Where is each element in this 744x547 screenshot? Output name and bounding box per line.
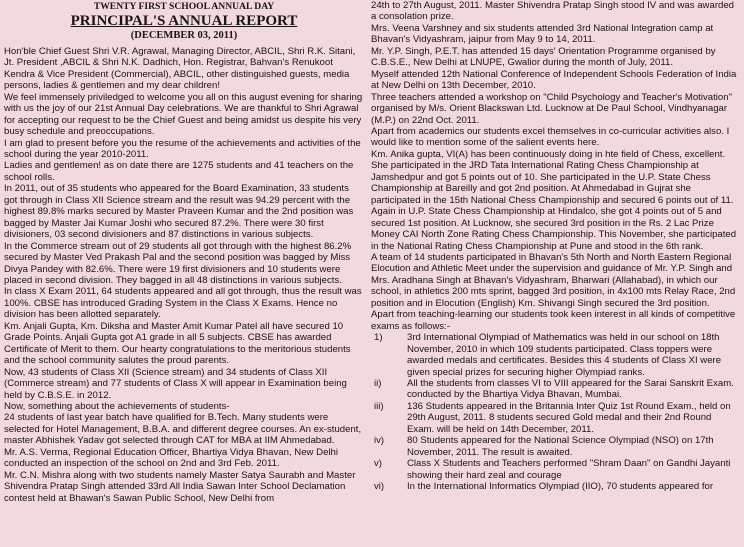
paragraph: Mrs. Veena Varshney and six students attended 3rd National Integration camp at Bhavan's Vidyashram, jaipur from May 9 to 14, 2011.: [371, 22, 714, 46]
right-body-text: [371, 0, 740, 332]
paragraph: In class X Exam 2011, 64 students appeared and all got through, thus the result was 100%. CBSE has introduced Grading System in the Class X Exams. Hence no division has been allotted separately.: [4, 286, 362, 321]
item-text: Class X Students and Teachers performed "Shram Daan" on Gandhi Jayanti showing their hard zeal and courage: [407, 458, 731, 481]
item-number: ii): [374, 377, 382, 389]
paragraph: We feel immensely priviledged to welcome you all on this august evening for sharing with us the joy of our 21st Annual Day celebrations. We are thankful to Shri Agrawal for accepting our request to be the Chief Guest and being amidst us despite his very busy schedule and preoccupations.: [4, 91, 363, 138]
left-column: [4, 0, 364, 547]
school-annual-day-line: TWENTY FIRST SCHOOL ANNUAL DAY: [93, 1, 275, 12]
item-text: 3rd International Olympiad of Mathematics was held in our school on 18th November, 2010 in which 109 students participated. Class toppers were awarded medals and certificates. Besides this 4 students of Class XI were given special prizes for securing higher Olympiad ranks.: [407, 332, 722, 378]
competition-item: [371, 378, 740, 401]
paragraph: Apart from teaching-learning our students took keen interest in all kinds of competitive exams as follows:-: [371, 309, 736, 332]
paragraph: Ladies and gentlemen! as on date there are 1275 students and 41 teachers on the school rolls.: [4, 160, 354, 183]
paragraph: Km. Anjali Gupta, Km. Diksha and Master Amit Kumar Patel all have secured 10 Grade Points. Anjali Gupta got A1 grade in all 5 subjects. CBSE has awarded Certificate of Merit to them. Our hearty congratulations to the meritorious students and the school community salutes the proud parents.: [4, 320, 351, 367]
paragraph: Three teachers attended a workshop on "Child Psychology and Teacher's Motivation" organised by M/s. Orient Blackswan Ltd. Lucknow at De Paul School, Vindhyanagar (M.P.) on 22nd Oct. 2011.: [371, 91, 732, 126]
competition-item: [371, 435, 740, 458]
paragraph: Mr. C.N. Mishra along with two students namely Master Satya Saurabh and Master Shivendra Pratap Singh attended 33rd All India Sawan Inter School Declamation contest held at Bhawan's Sawan Public School, New Delhi from: [4, 469, 356, 504]
competitive-exams-list: [371, 332, 740, 492]
item-text: All the students from classes VI to VIII appeared for the Sarai Sanskrit Exam. conducted by the Bhartiya Vidya Bhavan, Mumbai.: [407, 377, 734, 401]
paragraph: 24th to 27th August, 2011. Master Shivendra Pratap Singh stood IV and was awarded a consolation prize.: [371, 0, 735, 23]
item-text: In the International Informatics Olympiad (IIO), 70 students appeared for: [407, 481, 714, 493]
competition-item: [371, 481, 740, 492]
paragraph: Mr. Y.P. Singh, P.E.T. has attended 15 days' Orientation Programme organised by C.B.S.E., New Delhi at LNUPE, Gwalior during the month of July, 2011.: [371, 45, 716, 69]
competition-item: [371, 458, 740, 481]
paragraph: Mr. A.S. Verma, Regional Education Officer, Bhartiya Vidya Bhavan, New Delhi conducted an inspection of the school on 2nd and 3rd Feb. 2011.: [4, 446, 338, 470]
item-text: 80 Students appeared for the National Science Olympiad (NSO) on 17th November, 2011. The result is awaited.: [407, 435, 714, 458]
paragraph: 24 students of last year batch have qualified for B.Tech. Many students were selected for Hotel Management, B.B.A. and different degree courses. An ex-student, master Abhishek Yadav got selected through CAT for MBA at IIM Ahmedabad.: [4, 412, 362, 447]
report-title: PRINCIPAL'S ANNUAL REPORT: [70, 13, 298, 30]
item-text: 136 Students appeared in the Britannia Inter Quiz 1st Round Exam., held on 29th August, 2011. 8 students secured Gold medal and their 2nd Round Exam. will be held on 14th December, 2011.: [407, 400, 731, 435]
paragraph: I am glad to present before you the resume of the achievements and activities of the school during the year 2010-2011.: [4, 137, 361, 160]
paragraph: Now, something about the achievements of students-: [4, 400, 230, 412]
item-number: 1): [374, 332, 383, 344]
paragraph: A team of 14 students participated in Bhavan's 5th North and North Eastern Regional Elocution and Athletic Meet under the supervision and guidance of Mr. Y.P. Singh and Mrs. Aradhana Singh at Bhavan's Vidyashram, Bharwari (Allahabad), in which our school, in athletics 200 mts sprint, bagged 3rd position, in 4x100 mts Relay Race, 2nd position and in Elocution (English) Km. Shivangi Singh secured the 3rd position.: [371, 251, 736, 309]
paragraph: Hon'ble Chief Guest Shri V.R. Agrawal, Managing Director, ABCIL, Shri R.K. Sitani, Jt. President ,ABCIL & Shri N.K. Dadhich, Hon. Registrar, Bahvan's Renukoot Kendra & Vice President (Commercial), ABCIL, other distinguished guests, media persons, ladies & gentlemen and my dear children!: [4, 45, 356, 92]
right-column: [371, 0, 740, 547]
paragraph: Km. Anika gupta, VI(A) has been continuously doing in hte field of Chess, excellent. She participated in the JRD Tata International Rating Chess Championship at Jamshedpur and got 5 points out of 10. She participated in the U.P. State Chess Championship at Bareilly and got 2nd position. At Ahmedabad in Gujrat she participated in the 15th National Chess Championship and secured 6 points out of 11. Again in U.P. State Chess Championship at Hindalco, she got 4 points out of 5 and secured 1st position. At Lucknow, she secured 3rd position in the Rs. 2 Lac Prize Money CAI North Zone Rating Chess Championship. This November, she participated in the National Rating Chess Championship at Pune and stood in the 6th rank.: [371, 148, 737, 252]
item-number: iv): [374, 435, 385, 447]
competition-item: [371, 401, 740, 435]
paragraph: Myself attended 12th National Conference of Independent Schools Federation of India at New Delhi on 13th December, 2010.: [371, 68, 737, 92]
report-header: [4, 1, 364, 42]
left-body-text: [4, 46, 364, 504]
report-date: (DECEMBER 03, 2011): [130, 30, 238, 42]
item-number: v): [374, 458, 382, 470]
item-number: vi): [374, 481, 385, 493]
paragraph: Apart from academics our students excel themselves in co-curricular activities also. I would like to mention some of the salient events here.: [371, 125, 730, 149]
paragraph: Now, 43 students of Class XII (Science stream) and 34 students of Class XII (Commerce stream) and 77 students of Class X will appear in Examination being held by C.B.S.E. in 2012.: [4, 366, 347, 401]
item-number: iii): [374, 400, 384, 412]
competition-item: [371, 332, 740, 378]
paragraph: In the Commerce stream out of 29 students all got through with the highest 86.2% secured by Master Ved Prakash Pal and the second position was bagged by Miss Divya Pandey with 82.6%. There were 19 first divisioners and 10 students were placed in second division. They bagged in all 48 distinctions in various subjects.: [4, 240, 352, 286]
paragraph: In 2011, out of 35 students who appeared for the Board Examination, 33 students got through in Class XII Science stream and the result was 94.29 percent with the highest 89.8% marks secured by Master Praveen Kumar and the 2nd position was bagged by Master Jai Kumar Joshi who secured 87.2%. There were 30 first divisioners, 03 second divisioners and 87 distinctions in various subjects.: [4, 183, 354, 241]
